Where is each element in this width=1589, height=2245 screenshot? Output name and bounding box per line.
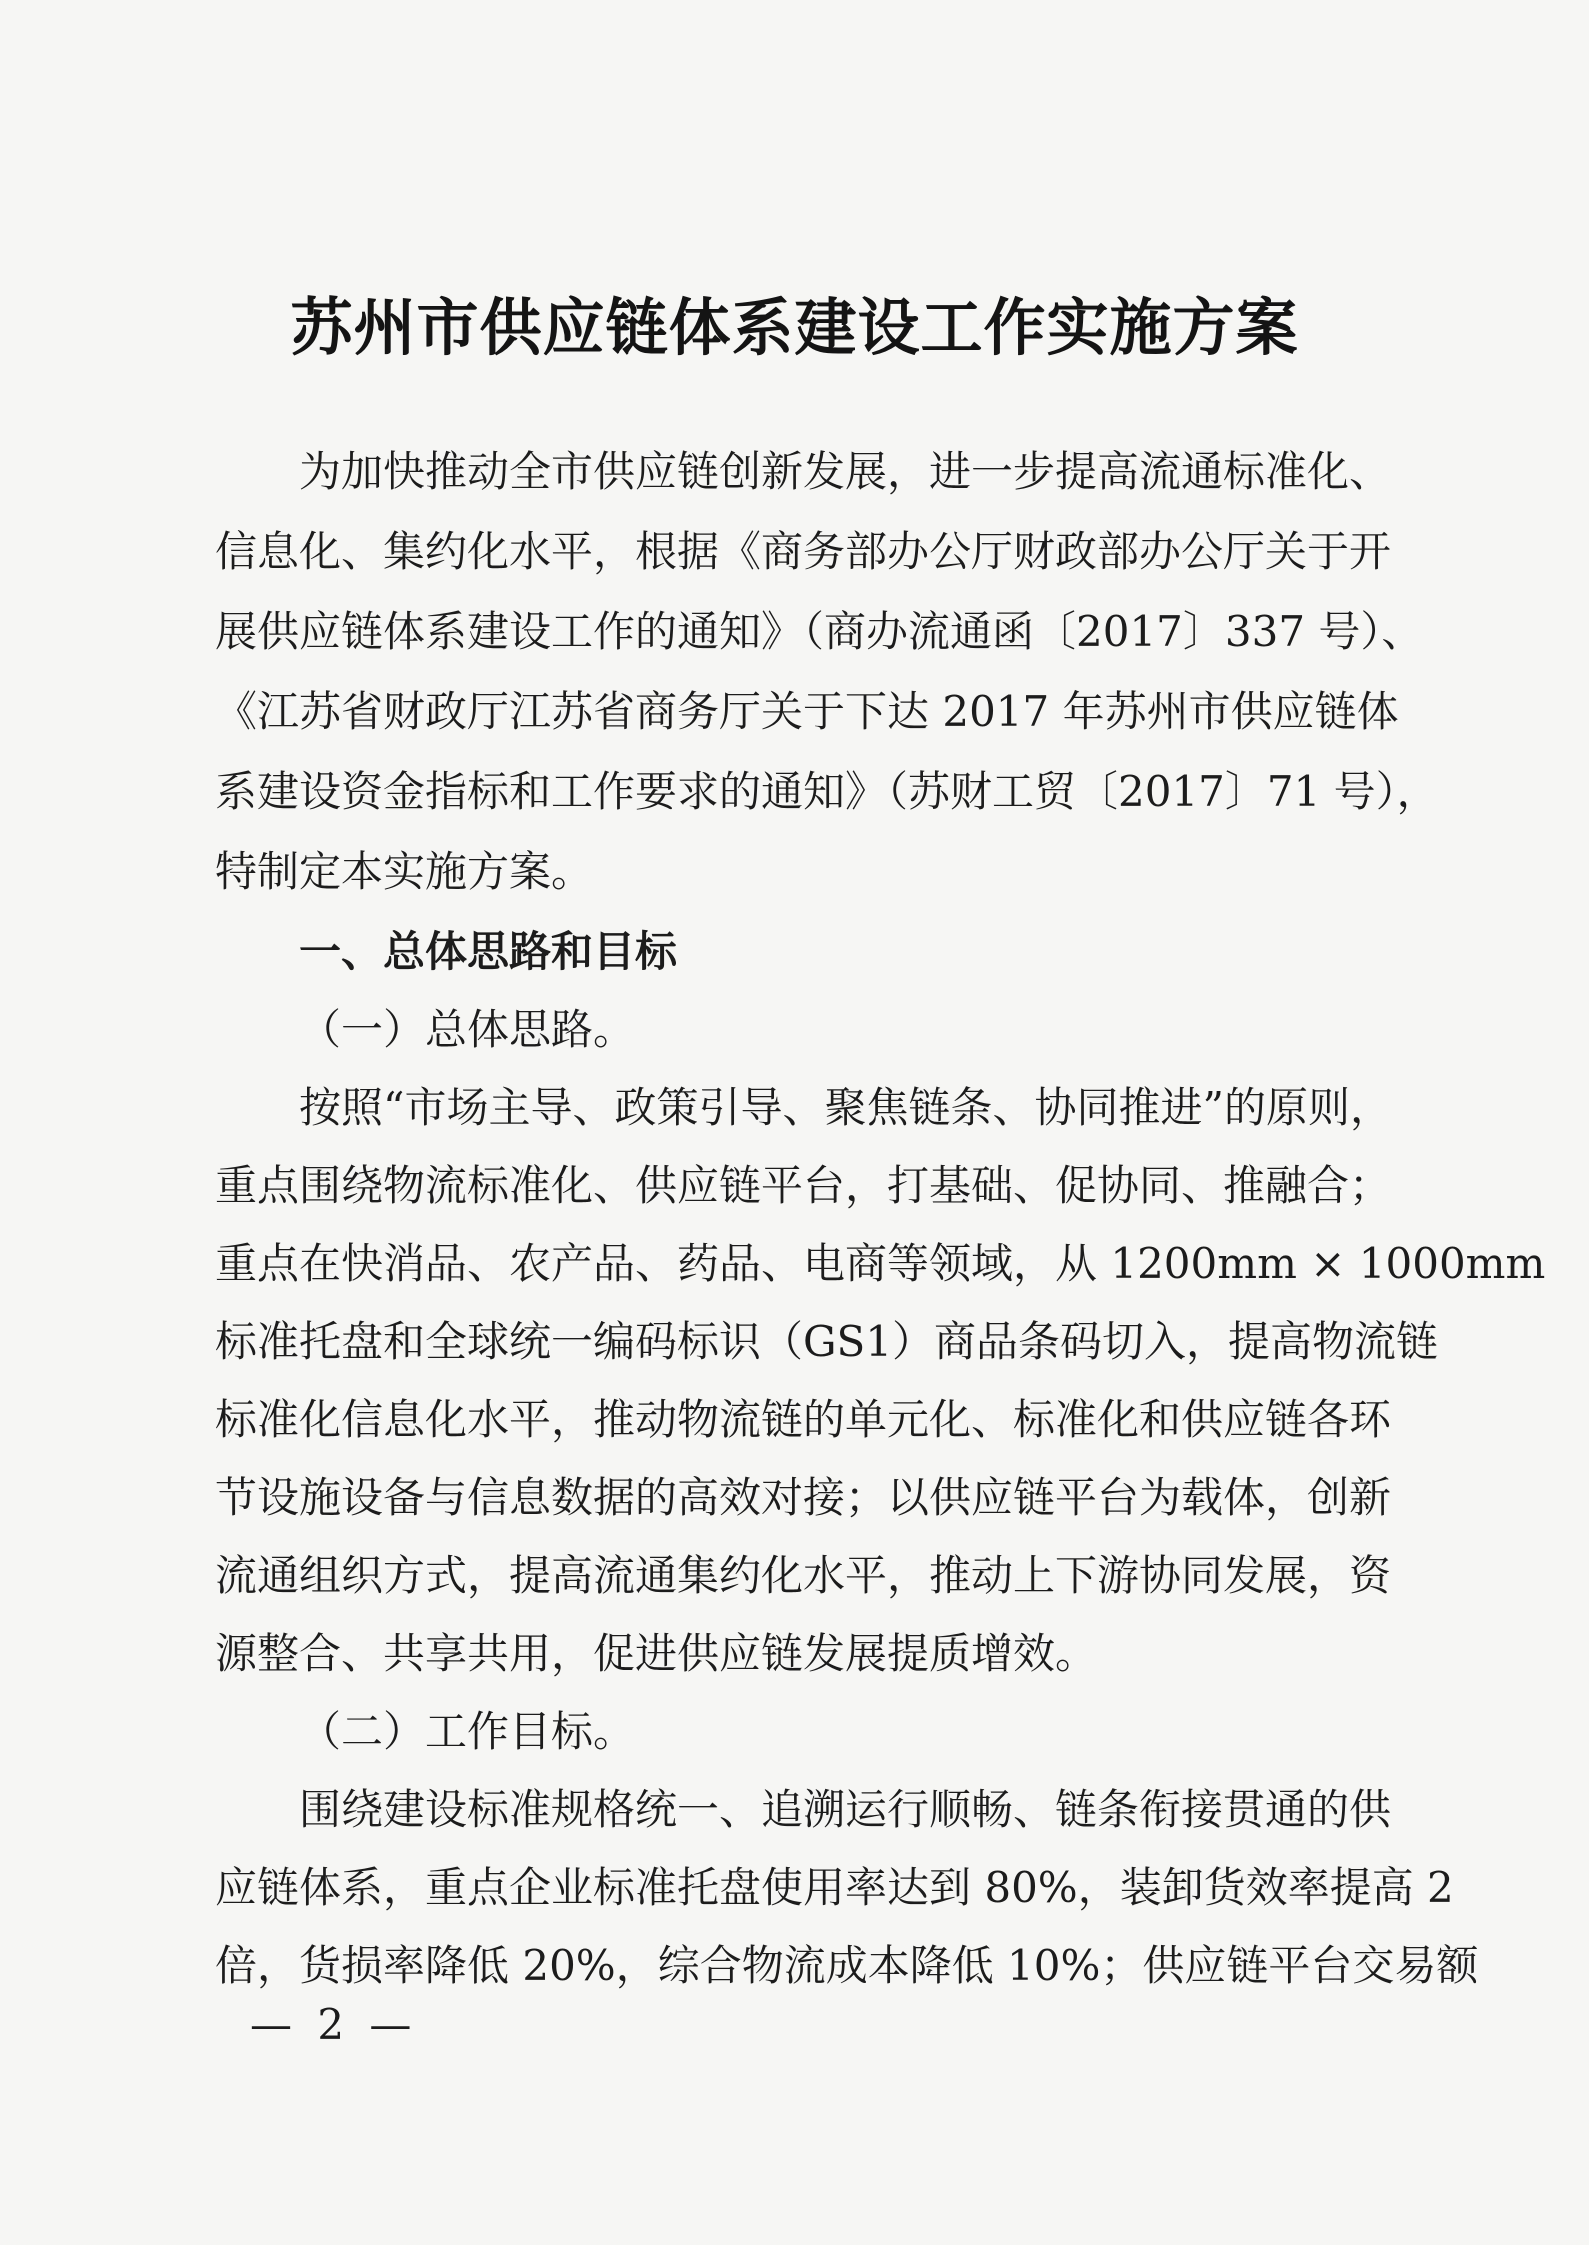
subsection-heading: （二）工作目标。 [299,1707,636,1756]
paragraph-line: 标准托盘和全球统一编码标识（GS1）商品条码切入，提高物流链 [215,1317,1439,1366]
paragraph-line: 特制定本实施方案。 [215,847,594,896]
paragraph-line: 重点在快消品、农产品、药品、电商等领域，从 1200mm × 1000mm [215,1239,1546,1288]
paragraph-line: 按照“市场主导、政策引导、聚焦链条、协同推进”的原则， [299,1083,1392,1132]
paragraph-line: 为加快推动全市供应链创新发展，进一步提高流通标准化、 [299,447,1392,496]
paragraph-line: 标准化信息化水平，推动物流链的单元化、标准化和供应链各环 [215,1395,1392,1444]
subsection-heading: （一）总体思路。 [299,1005,636,1054]
paragraph-line: 源整合、共享共用，促进供应链发展提质增效。 [215,1629,1098,1678]
paragraph-line: 围绕建设标准规格统一、追溯运行顺畅、链条衔接贯通的供 [299,1785,1392,1834]
paragraph-line: 展供应链体系建设工作的通知》（商办流通函〔2017〕337 号）、 [215,607,1424,656]
paragraph-line: 倍，货损率降低 20%，综合物流成本降低 10%；供应链平台交易额 [215,1941,1479,1990]
document-title: 苏州市供应链体系建设工作实施方案 [290,291,1299,364]
paragraph-line: 重点围绕物流标准化、供应链平台，打基础、促协同、推融合； [215,1161,1392,1210]
paragraph-line: 应链体系，重点企业标准托盘使用率达到 80%，装卸货效率提高 2 [215,1863,1454,1912]
paragraph-line: 信息化、集约化水平，根据《商务部办公厅财政部办公厅关于开 [215,527,1392,576]
paragraph-line: 节设施设备与信息数据的高效对接；以供应链平台为载体，创新 [215,1473,1392,1522]
paragraph-line: 系建设资金指标和工作要求的通知》（苏财工贸〔2017〕71 号）， [215,767,1439,816]
paragraph-line: 《江苏省财政厅江苏省商务厅关于下达 2017 年苏州市供应链体 [215,687,1399,736]
section-heading: 一、总体思路和目标 [299,927,678,976]
page-number: — 2 — [250,2000,418,2049]
paragraph-line: 流通组织方式，提高流通集约化水平，推动上下游协同发展，资 [215,1551,1392,1600]
